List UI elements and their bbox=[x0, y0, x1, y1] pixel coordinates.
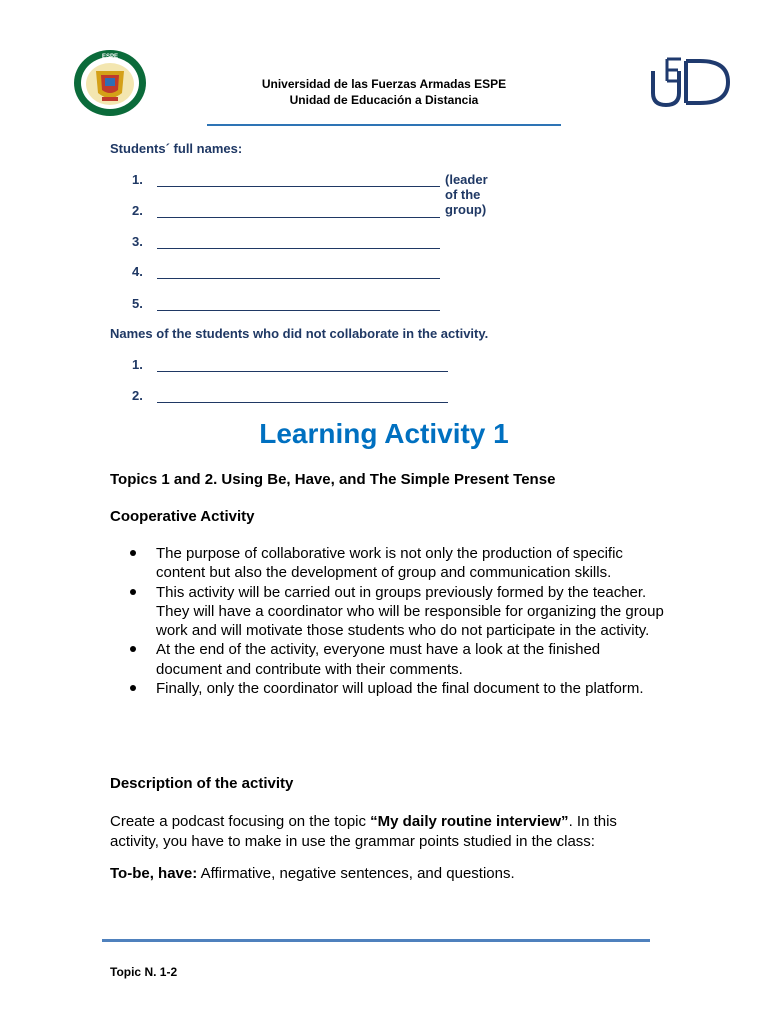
blank-line bbox=[157, 310, 440, 311]
grammar-label: To-be, have: bbox=[110, 865, 198, 882]
topics-heading: Topics 1 and 2. Using Be, Have, and The Simple Present Tense bbox=[110, 471, 556, 488]
description-paragraph bbox=[110, 812, 650, 851]
footer-topic-number: Topic N. 1-2 bbox=[110, 965, 178, 979]
bullet-text: Finally, only the coordinator will upload the final document to the platform. bbox=[156, 680, 644, 698]
line-number: 4. bbox=[132, 264, 143, 279]
grammar-text: Affirmative, negative sentences, and questions. bbox=[197, 865, 515, 882]
leader-note: (leader of the group) bbox=[445, 172, 488, 217]
line-number: 1. bbox=[132, 172, 143, 187]
espe-seal-logo-icon bbox=[72, 49, 148, 117]
bullet-dot-icon bbox=[130, 550, 136, 556]
bullet-text: The purpose of collaborative work is not only the production of specific content but also the development of group and communication skills. bbox=[156, 545, 623, 582]
blank-line bbox=[157, 217, 440, 218]
podcast-topic: “My daily routine interview” bbox=[370, 813, 569, 830]
activity-title: Learning Activity 1 bbox=[259, 418, 509, 449]
line-number: 1. bbox=[132, 357, 143, 372]
bullet-item bbox=[130, 640, 670, 679]
description-heading: Description of the activity bbox=[110, 775, 294, 792]
students-names-label: Students´ full names: bbox=[110, 141, 243, 156]
blank-line bbox=[157, 278, 440, 279]
line-number: 3. bbox=[132, 234, 143, 249]
blank-line bbox=[157, 186, 440, 187]
logo-top-text: ESPE bbox=[101, 54, 119, 60]
bullet-text: At the end of the activity, everyone must have a look at the finished document and contribute with their comments. bbox=[156, 641, 601, 678]
bullet-item bbox=[130, 583, 670, 641]
bullet-dot-icon bbox=[130, 685, 136, 691]
blank-line bbox=[157, 371, 448, 372]
bullet-item bbox=[130, 679, 670, 698]
cooperative-bullet-list bbox=[130, 544, 670, 698]
line-number: 2. bbox=[132, 203, 143, 218]
cooperative-heading: Cooperative Activity bbox=[110, 508, 255, 525]
header-divider bbox=[207, 124, 561, 126]
bullet-item bbox=[130, 544, 670, 583]
grammar-points-paragraph bbox=[110, 864, 650, 884]
bullet-dot-icon bbox=[130, 646, 136, 652]
non-collaborators-label: Names of the students who did not collaborate in the activity. bbox=[110, 326, 489, 341]
footer-divider bbox=[102, 939, 650, 942]
blank-line bbox=[157, 248, 440, 249]
ued-logo-icon bbox=[650, 55, 730, 107]
unit-name: Unidad de Educación a Distancia bbox=[289, 93, 479, 107]
bullet-text: This activity will be carried out in groups previously formed by the teacher. They will have a coordinator who will be responsible for organizing the group work and will motivate those students who do not participate in the activity. bbox=[156, 583, 664, 640]
bullet-dot-icon bbox=[130, 589, 136, 595]
line-number: 2. bbox=[132, 388, 143, 403]
description-text-start: Create a podcast focusing on the topic bbox=[110, 813, 371, 830]
description-text-end: . In this activity, you have to make in use the grammar points studied in the class: bbox=[110, 813, 617, 850]
line-number: 5. bbox=[132, 296, 143, 311]
university-name: Universidad de las Fuerzas Armadas ESPE bbox=[261, 77, 507, 91]
blank-line bbox=[157, 402, 448, 403]
